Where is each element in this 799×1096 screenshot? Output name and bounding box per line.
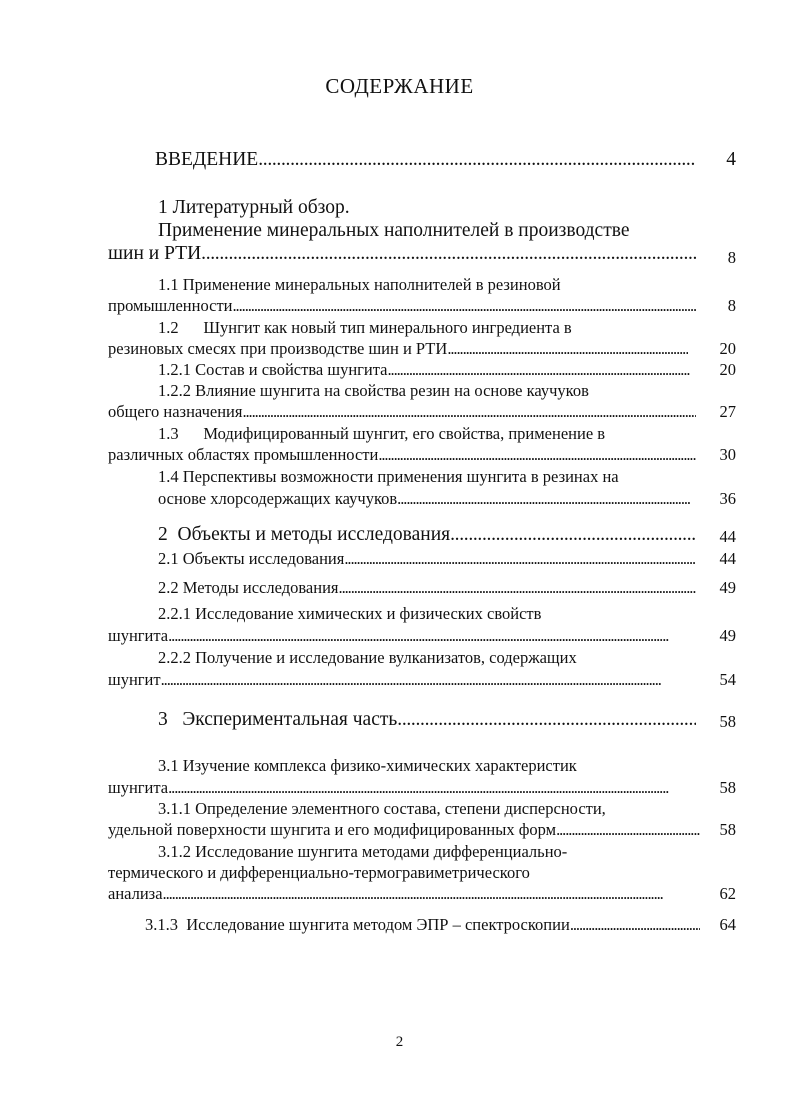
toc-page-number: 20: [719, 339, 736, 358]
leader-dots: [163, 884, 700, 904]
toc-entry-2-2-2-line2: шунгит . . .: [108, 670, 700, 690]
leader-dots: [570, 915, 700, 935]
toc-page-number: 49: [719, 626, 736, 645]
toc-entry-1-2-2-line1: 1.2.2 Влияние шунгита на свойства резин на основе каучуков: [158, 381, 589, 400]
toc-entry-1-4-line1: 1.4 Перспективы возможности применения шунгита в резинах на: [158, 467, 619, 486]
toc-page-number: 44: [719, 549, 736, 568]
toc-page-number: 27: [719, 402, 736, 421]
leader-dots: [397, 708, 696, 732]
leader-dots: [397, 489, 690, 509]
leader-dots: [161, 670, 700, 690]
leader-dots: [242, 402, 696, 422]
toc-page-number: 62: [719, 884, 736, 903]
toc-entry-2-2-1-line2: шунгита . . .: [108, 626, 700, 646]
leader-dots: [378, 445, 696, 465]
toc-entry-3-1-line2: шунгита . . .: [108, 778, 700, 798]
toc-entry-1-3-line2: различных областях промышленности . . .: [108, 445, 696, 465]
toc-entry-2-2-1-line1: 2.2.1 Исследование химических и физических свойств: [158, 604, 542, 623]
toc-page-number: 30: [719, 445, 736, 464]
toc-page-number: 20: [719, 360, 736, 379]
toc-page-number: 4: [726, 149, 736, 170]
toc-chapter-3: 3 Экспериментальная часть . . .: [158, 708, 696, 732]
toc-page-number: 64: [719, 915, 736, 934]
toc-page-number: 54: [719, 670, 736, 689]
toc-entry-3-1-1-line2: удельной поверхности шунгита и его модифицированных форм . . .: [108, 820, 700, 840]
leader-dots: [447, 339, 688, 359]
leader-dots: [450, 523, 696, 547]
toc-page-number: 58: [719, 712, 736, 731]
toc-entry-text: ВВЕДЕНИЕ: [155, 149, 259, 170]
toc-page-number: 58: [719, 820, 736, 839]
leader-dots: [233, 296, 697, 316]
leader-dots: [387, 360, 690, 380]
toc-page-number: 36: [719, 489, 736, 508]
toc-chapter-1-line1: 1 Литературный обзор.: [158, 197, 350, 218]
toc-entry-1-2-line1: 1.2 Шунгит как новый тип минерального ингредиента в: [158, 318, 572, 337]
leader-dots: [339, 578, 696, 598]
toc-entry-1-1-line1: 1.1 Применение минеральных наполнителей в резиновой: [158, 275, 561, 294]
toc-entry-3-1-1-line1: 3.1.1 Определение элементного состава, степени дисперсности,: [158, 799, 606, 818]
toc-entry-3-1-3: 3.1.3 Исследование шунгита методом ЭПР – спектроскопии . . .: [145, 915, 700, 935]
toc-entry-1-3-line1: 1.3 Модифицированный шунгит, его свойства, применение в: [158, 424, 606, 443]
toc-chapter-1-line3: шин и РТИ . . .: [108, 242, 696, 266]
leader-dots: [201, 242, 696, 266]
leader-dots: [556, 820, 700, 840]
toc-entry-3-1-line1: 3.1 Изучение комплекса физико-химических характеристик: [158, 756, 577, 775]
toc-page-number: 8: [727, 296, 736, 315]
toc-chapter-1-line2: Применение минеральных наполнителей в производстве: [158, 220, 630, 241]
toc-entry-1-2-1: 1.2.1 Состав и свойства шунгита . . .: [158, 360, 690, 380]
toc-entry-1-1-line2: промышленности . . .: [108, 296, 696, 316]
toc-entry-3-1-2-line1: 3.1.2 Исследование шунгита методами дифференциально-: [158, 842, 568, 861]
toc-entry-2-1: 2.1 Объекты исследования . . .: [158, 549, 696, 569]
page-title: СОДЕРЖАНИЕ: [325, 74, 474, 98]
toc-chapter-2: 2 Объекты и методы исследования . . .: [158, 523, 696, 547]
toc-page-number: 49: [719, 578, 736, 597]
toc-entry-2-2: 2.2 Методы исследования . . .: [158, 578, 696, 598]
leader-dots: [168, 778, 700, 798]
toc-entry-1-2-line2: резиновых смесях при производстве шин и РТИ . . .: [108, 339, 688, 359]
toc-entry-2-2-2-line1: 2.2.2 Получение и исследование вулканизатов, содержащих: [158, 648, 577, 667]
leader-dots: [344, 549, 696, 569]
leader-dots: [258, 148, 695, 172]
toc-entry-1-2-2-line2: общего назначения . . .: [108, 402, 696, 422]
toc-entry-1-4-line2: основе хлорсодержащих каучуков . . .: [158, 489, 690, 509]
toc-page-number: 8: [727, 248, 736, 267]
toc-entry-3-1-2-line2: термического и дифференциально-термогравиметрического: [108, 863, 530, 882]
toc-entry-3-1-2-line3: анализа . . .: [108, 884, 700, 904]
toc-entry-intro: [155, 148, 695, 172]
toc-page-number: 58: [719, 778, 736, 797]
toc-page-number: 44: [719, 527, 736, 546]
leader-dots: [168, 626, 700, 646]
page-number: 2: [395, 1034, 404, 1050]
